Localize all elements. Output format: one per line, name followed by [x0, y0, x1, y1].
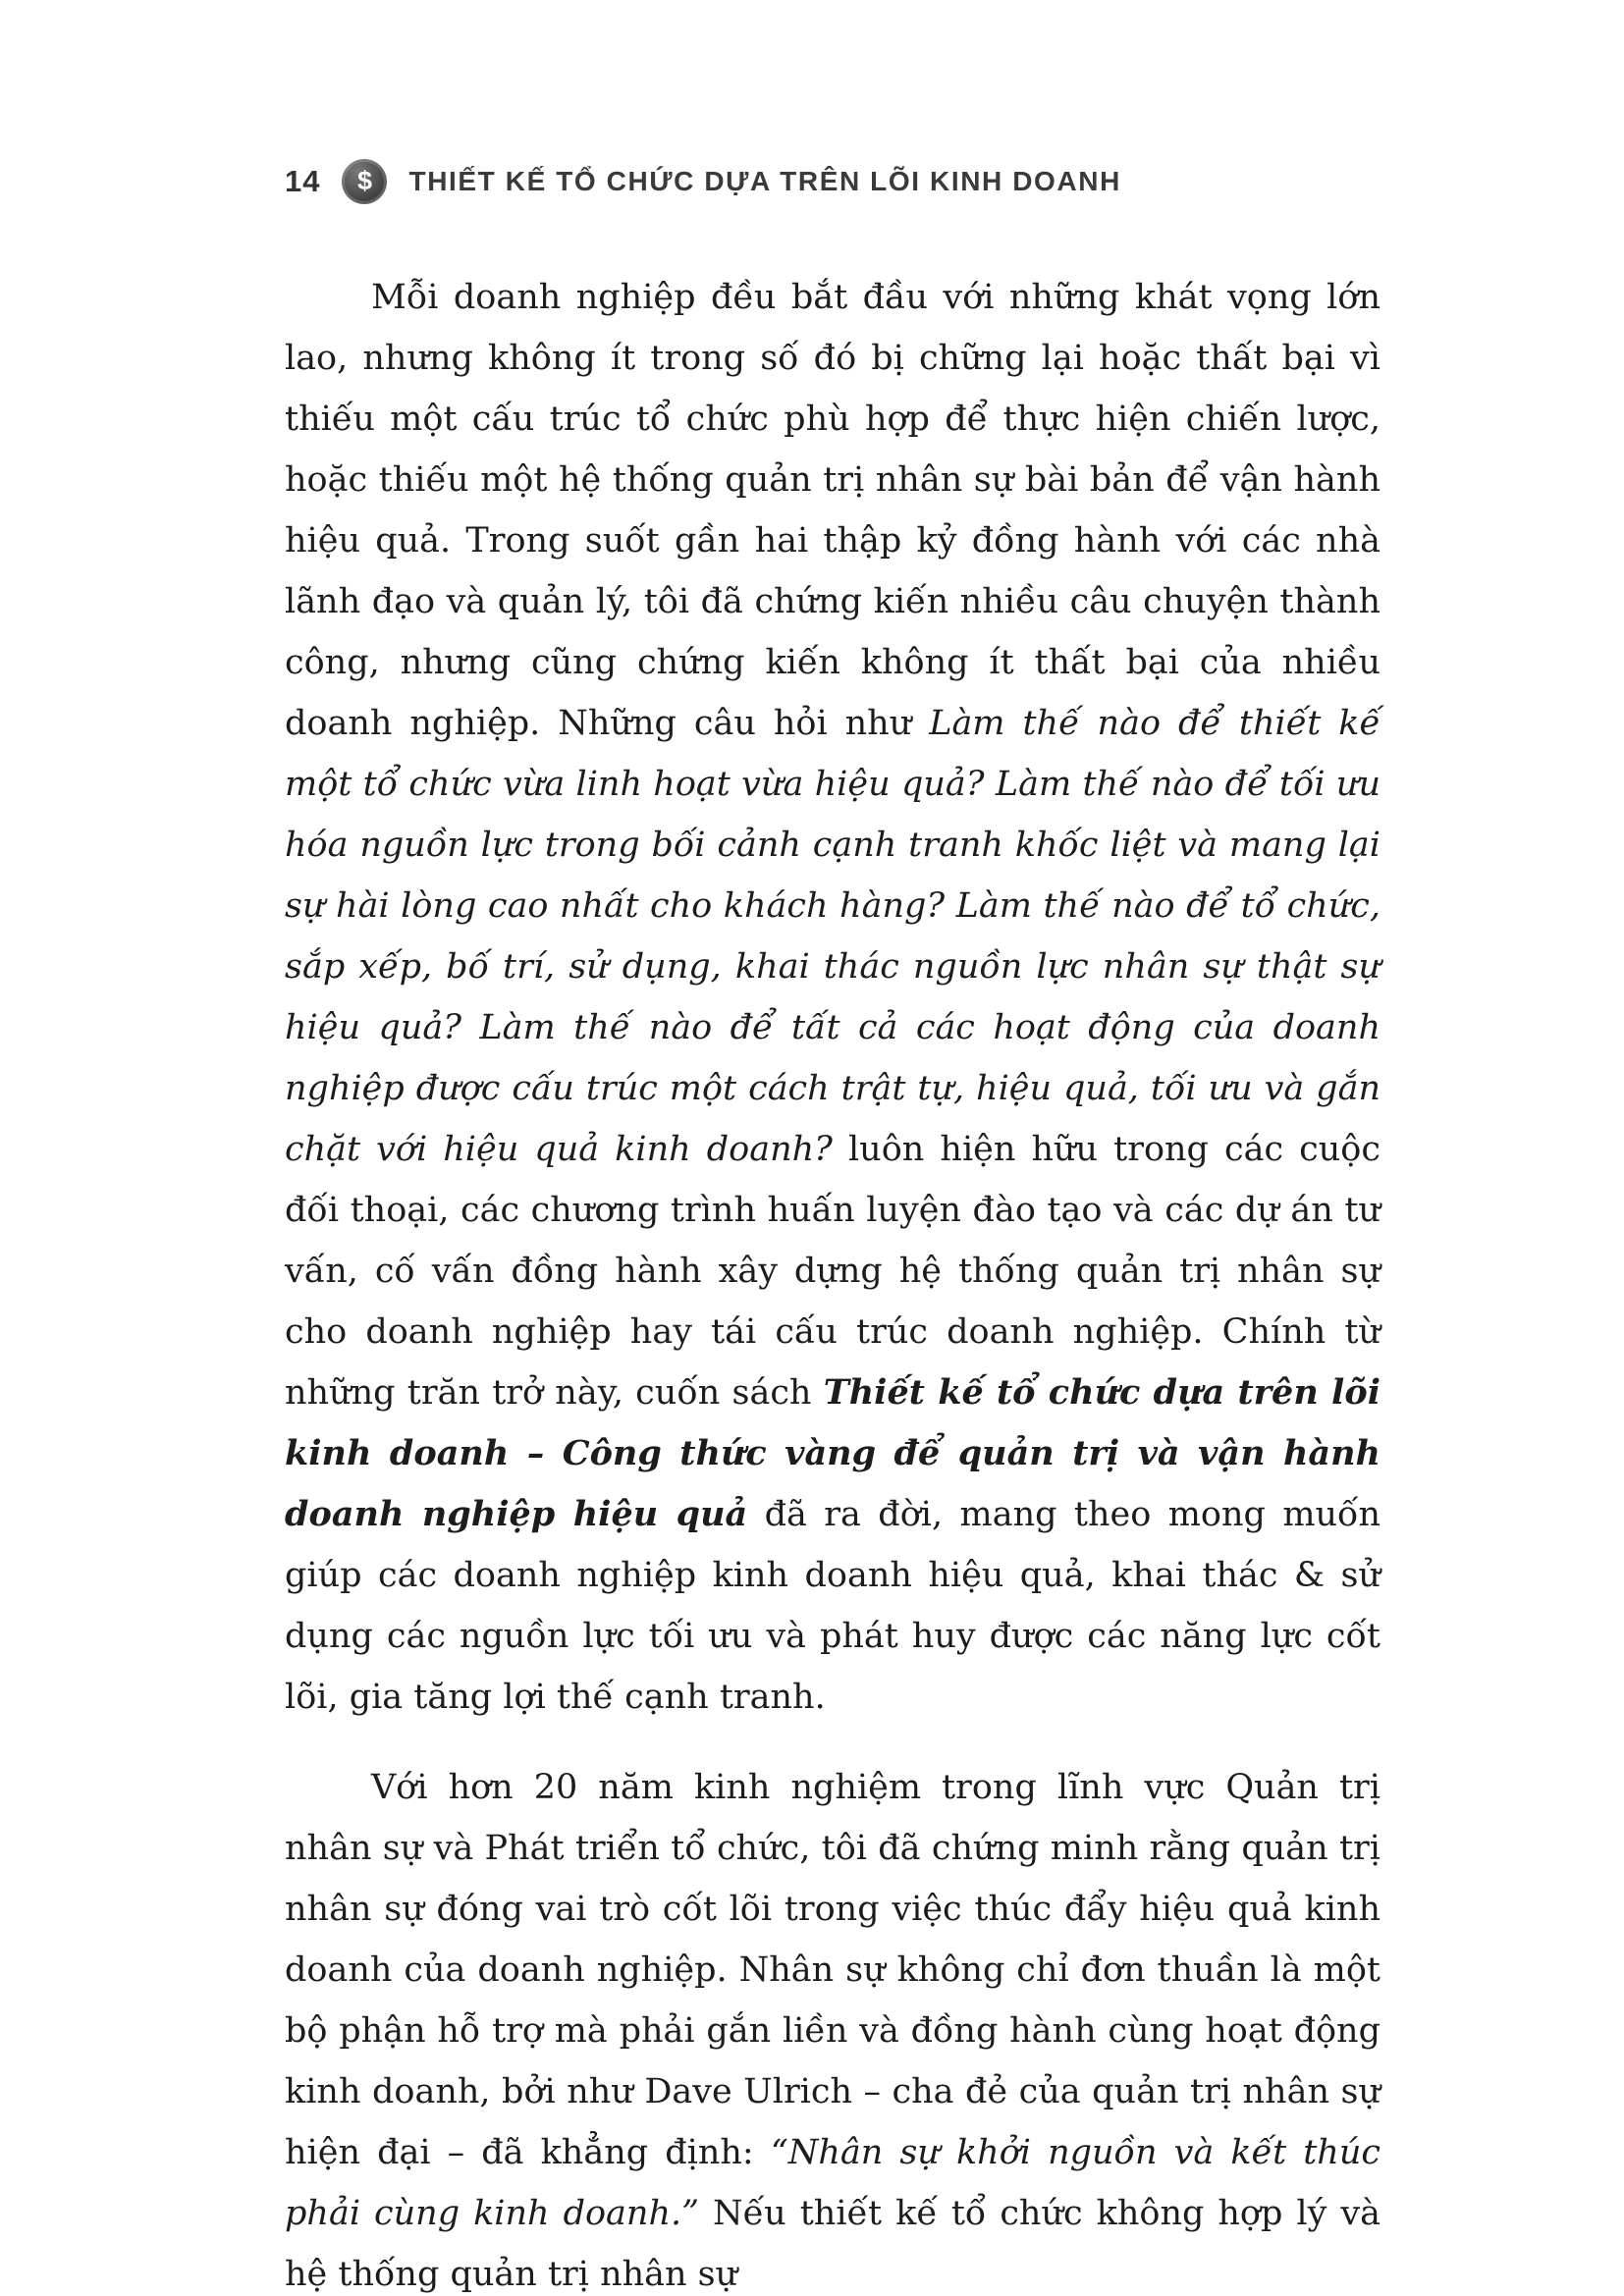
text-run: đã ra đời, mang theo mong muốn giúp các doanh nghiệp kinh doanh hiệu quả, khai thác & sử dụng các nguồn lực tối ưu và phát huy được các năng lực cốt lõi, gia tăng lợi thế cạnh tranh. — [285, 1495, 1380, 1717]
text-run: luôn hiện hữu trong các cuộc đối thoại, các chương trình huấn luyện đào tạo và các dự án tư vấn, cố vấn đồng hành xây dựng hệ thống quản trị nhân sự cho doanh nghiệp hay tái cấu trúc doanh nghiệp. Chính từ những trăn trở này, cuốn sách — [285, 1130, 1380, 1413]
text-run: Với hơn 20 năm kinh nghiệm trong lĩnh vực Quản trị nhân sự và Phát triển tổ chức, tôi đã chứng minh rằng quản trị nhân sự đóng vai trò cốt lõi trong việc thúc đẩy hiệu quả kinh doanh của doanh nghiệp. Nhân sự không chỉ đơn thuần là một bộ phận hỗ trợ mà phải gắn liền và đồng hành cùng hoạt động kinh doanh, bởi như Dave Ulrich – cha đẻ của quản trị nhân sự hiện đại – đã khẳng định: — [285, 1768, 1380, 2172]
page-number: 14 — [285, 164, 321, 198]
dollar-glyph: $ — [356, 165, 372, 195]
text-run: “Nhân sự khởi nguồn và kết thúc phải cùng kinh doanh.” — [285, 2133, 1380, 2233]
page-header — [285, 159, 1380, 204]
paragraph — [285, 1757, 1380, 2296]
dollar-coin-icon — [342, 159, 387, 204]
text-run: Mỗi doanh nghiệp đều bắt đầu với những khát vọng lớn lao, nhưng không ít trong số đó bị chững lại hoặc thất bại vì thiếu một cấu trúc tổ chức phù hợp để thực hiện chiến lược, hoặc thiếu một hệ thống quản trị nhân sự bài bản để vận hành hiệu quả. Trong suốt gần hai thập kỷ đồng hành với các nhà lãnh đạo và quản lý, tôi đã chứng kiến nhiều câu chuyện thành công, nhưng cũng chứng kiến không ít thất bại của nhiều doanh nghiệp. Những câu hỏi như — [285, 278, 1380, 743]
paragraph — [285, 267, 1380, 1728]
text-run: Thiết kế tổ chức dựa trên lõi kinh doanh – Công thức vàng để quản trị và vận hành doanh nghiệp hiệu quả — [285, 1372, 1380, 1534]
page-body — [285, 267, 1380, 2296]
text-run: Làm thế nào để thiết kế một tổ chức vừa linh hoạt vừa hiệu quả? Làm thế nào để tối ưu hóa nguồn lực trong bối cảnh cạnh tranh khốc liệt và mang lại sự hài lòng cao nhất cho khách hàng? Làm thế nào để tổ chức, sắp xếp, bố trí, sử dụng, khai thác nguồn lực nhân sự thật sự hiệu quả? Làm thế nào để tất cả các hoạt động của doanh nghiệp được cấu trúc một cách trật tự, hiệu quả, tối ưu và gắn chặt với hiệu quả kinh doanh? — [285, 704, 1380, 1169]
text-run: Nếu thiết kế tổ chức không hợp lý và hệ thống quản trị nhân sự — [285, 2194, 1380, 2294]
header-title: THIẾT KẾ TỔ CHỨC DỰA TRÊN LÕI KINH DOANH — [408, 166, 1121, 196]
